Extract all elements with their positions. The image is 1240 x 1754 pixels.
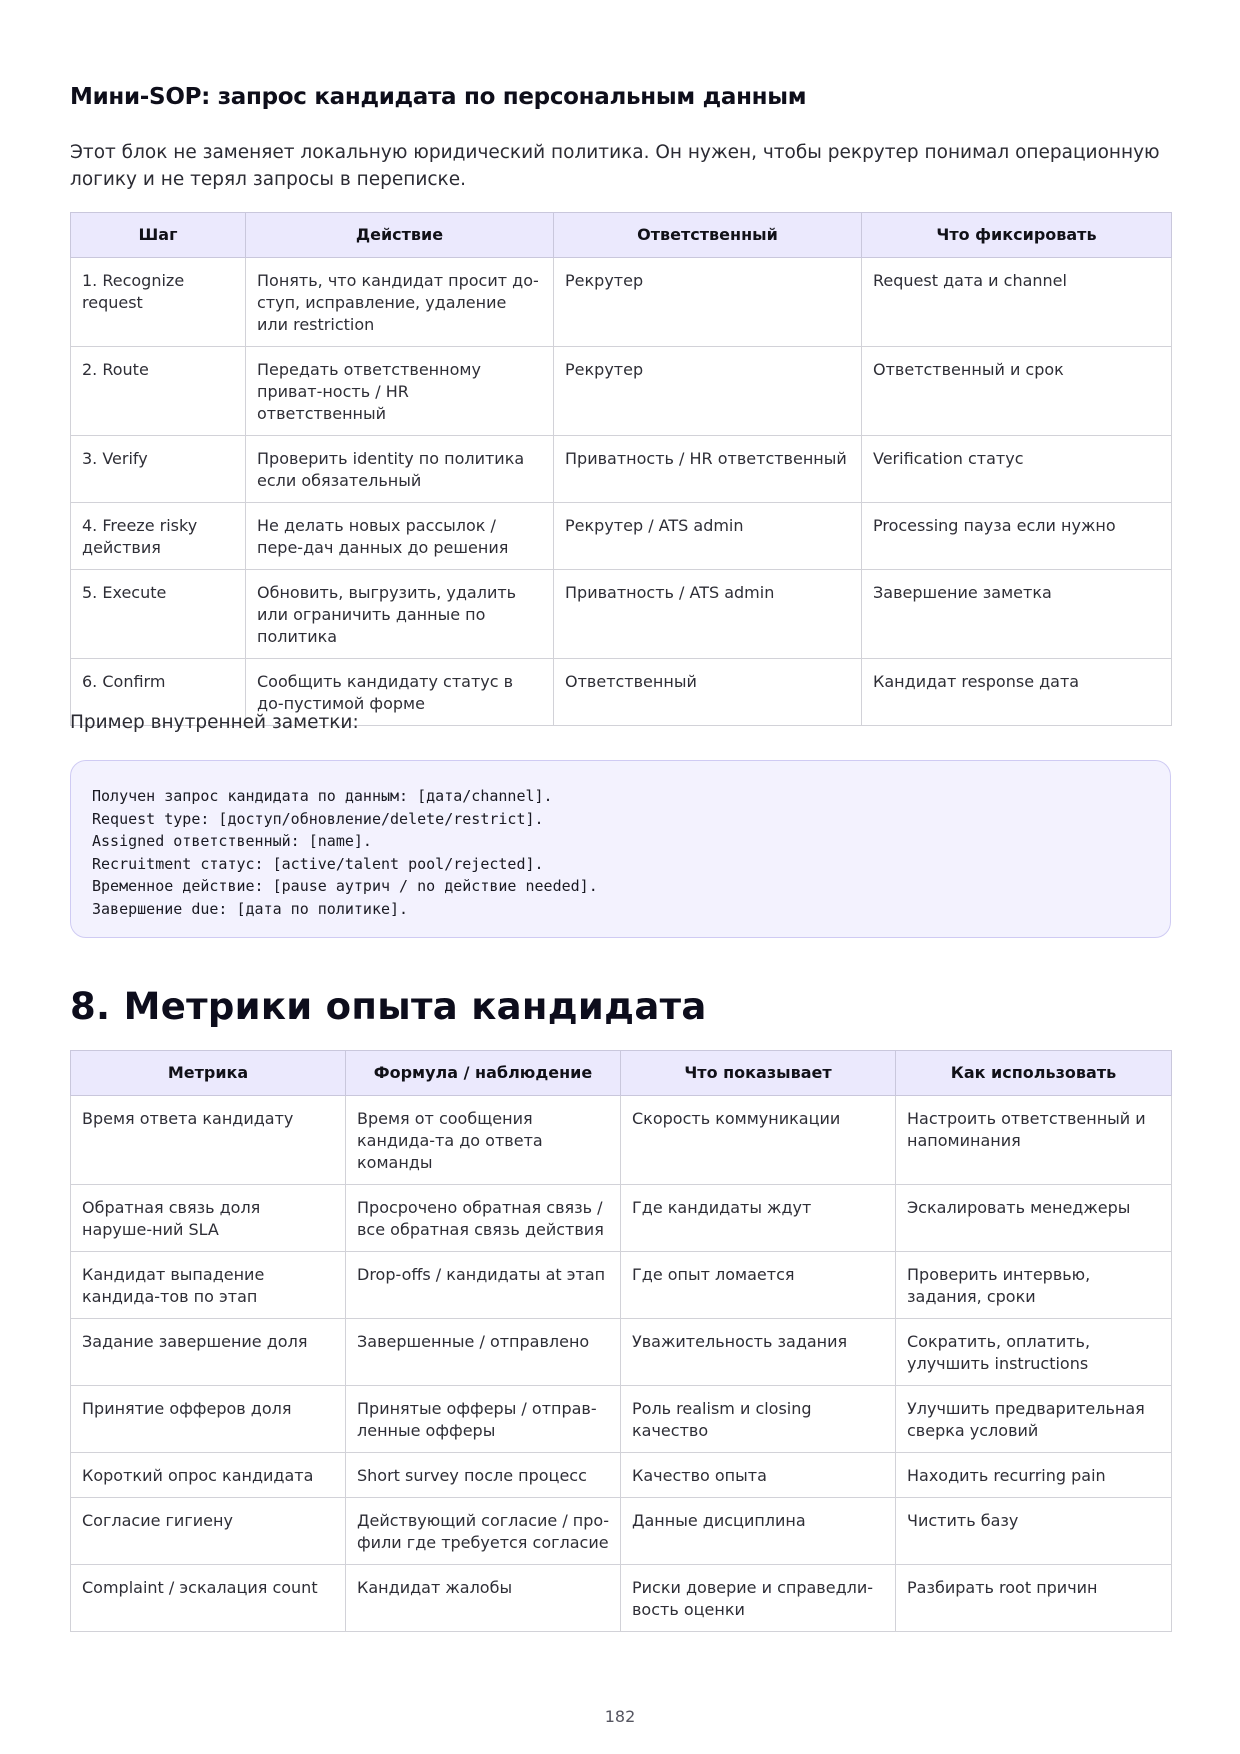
table-row (71, 1319, 1172, 1386)
table-row (71, 1252, 1172, 1319)
table-cell: Ответственный (554, 659, 862, 726)
table-cell: Кандидат response дата (862, 659, 1172, 726)
table-cell: Завершенные / отправлено (346, 1319, 621, 1386)
code-line: Request type: [доступ/обновление/delete/restrict]. (92, 809, 544, 828)
table-row (71, 436, 1172, 503)
table-header-row (71, 213, 1172, 258)
table-cell: Сообщить кандидату статус в до-пустимой форме (246, 659, 554, 726)
code-line: Временное действие: [pause аутрич / no действие needed]. (92, 877, 598, 895)
table-cell: Сократить, оплатить, улучшить instructions (896, 1319, 1172, 1386)
column-header: Как использовать (896, 1051, 1172, 1096)
table-cell: Настроить ответственный и напоминания (896, 1096, 1172, 1185)
table-cell: Request дата и channel (862, 258, 1172, 347)
table-cell: 6. Confirm (71, 659, 246, 726)
table-cell: Находить recurring pain (896, 1453, 1172, 1498)
table-cell: 1. Recognize request (71, 258, 246, 347)
column-header: Шаг (71, 213, 246, 258)
table-cell: 5. Execute (71, 570, 246, 659)
table-cell: Рекрутер / ATS admin (554, 503, 862, 570)
code-line: Получен запрос кандидата по данным: [дата/channel]. (92, 787, 553, 805)
table-cell: Рекрутер (554, 347, 862, 436)
table-cell: Где опыт ломается (621, 1252, 896, 1319)
table-header-row (71, 1051, 1172, 1096)
table-cell: Кандидат жалобы (346, 1565, 621, 1632)
column-header: Ответственный (554, 213, 862, 258)
table-row (71, 503, 1172, 570)
code-line: Recruitment статус: [active/talent pool/rejected]. (92, 854, 544, 873)
table-cell: Роль realism и closing качество (621, 1386, 896, 1453)
table-cell: Данные дисциплина (621, 1498, 896, 1565)
table-cell: Риски доверие и справедли-вость оценки (621, 1565, 896, 1632)
table-cell: Complaint / эскалация count (71, 1565, 346, 1632)
example-label: Пример внутренней заметки: (70, 712, 359, 733)
table-cell: Завершение заметка (862, 570, 1172, 659)
table-cell: Согласие гигиену (71, 1498, 346, 1565)
table-cell: Drop-offs / кандидаты at этап (346, 1252, 621, 1319)
table-cell: Улучшить предварительная сверка условий (896, 1386, 1172, 1453)
table-cell: Скорость коммуникации (621, 1096, 896, 1185)
table-row (71, 1498, 1172, 1565)
table-row (71, 347, 1172, 436)
table-cell: Время ответа кандидату (71, 1096, 346, 1185)
table-cell: Обратная связь доля наруше-ний SLA (71, 1185, 346, 1252)
table-cell: Действующий согласие / про-фили где требуется согласие (346, 1498, 621, 1565)
chapter-heading: 8. Метрики опыта кандидата (70, 985, 707, 1028)
table-cell: Verification статус (862, 436, 1172, 503)
column-header: Что фиксировать (862, 213, 1172, 258)
metrics-table (70, 1050, 1172, 1632)
table-cell: Проверить интервью, задания, сроки (896, 1252, 1172, 1319)
code-block (70, 760, 1171, 938)
table-cell: Принятие офферов доля (71, 1386, 346, 1453)
table-cell: Уважительность задания (621, 1319, 896, 1386)
table-cell: Где кандидаты ждут (621, 1185, 896, 1252)
table-cell: Разбирать root причин (896, 1565, 1172, 1632)
column-header: Формула / наблюдение (346, 1051, 621, 1096)
table-cell: Processing пауза если нужно (862, 503, 1172, 570)
table-cell: Передать ответственному приват-ность / HR ответственный (246, 347, 554, 436)
column-header: Метрика (71, 1051, 346, 1096)
table-cell: Рекрутер (554, 258, 862, 347)
table-cell: Короткий опрос кандидата (71, 1453, 346, 1498)
table-cell: Понять, что кандидат просит до-ступ, исправление, удаление или restriction (246, 258, 554, 347)
table-cell: Качество опыта (621, 1453, 896, 1498)
table-row (71, 570, 1172, 659)
table-cell: Short survey после процесс (346, 1453, 621, 1498)
table-row (71, 258, 1172, 347)
table-cell: Не делать новых рассылок / пере-дач данных до решения (246, 503, 554, 570)
code-line: Завершение due: [дата по политике]. (92, 899, 409, 918)
table-cell: Эскалировать менеджеры (896, 1185, 1172, 1252)
table-cell: 4. Freeze risky действия (71, 503, 246, 570)
table-cell: Приватность / ATS admin (554, 570, 862, 659)
column-header: Действие (246, 213, 554, 258)
table-row (71, 1096, 1172, 1185)
table-row (71, 1453, 1172, 1498)
table-row (71, 1565, 1172, 1632)
table-cell: 3. Verify (71, 436, 246, 503)
intro-paragraph: Этот блок не заменяет локальную юридический политика. Он нужен, чтобы рекрутер понимал операционную логику и не терял запросы в переписке. (70, 142, 1160, 190)
section-heading: Мини-SOP: запрос кандидата по персональным данным (70, 84, 807, 110)
sop-table (70, 212, 1172, 726)
code-line: Assigned ответственный: [name]. (92, 832, 372, 850)
table-cell: Кандидат выпадение кандида-тов по этап (71, 1252, 346, 1319)
table-cell: Обновить, выгрузить, удалить или ограничить данные по политика (246, 570, 554, 659)
table-cell: Задание завершение доля (71, 1319, 346, 1386)
table-cell: 2. Route (71, 347, 246, 436)
table-cell: Чистить базу (896, 1498, 1172, 1565)
table-cell: Приватность / HR ответственный (554, 436, 862, 503)
table-cell: Время от сообщения кандида-та до ответа команды (346, 1096, 621, 1185)
table-cell: Ответственный и срок (862, 347, 1172, 436)
table-cell: Принятые офферы / отправ-ленные офферы (346, 1386, 621, 1453)
table-cell: Просрочено обратная связь / все обратная связь действия (346, 1185, 621, 1252)
table-row (71, 1185, 1172, 1252)
table-cell: Проверить identity по политика если обязательный (246, 436, 554, 503)
table-row (71, 1386, 1172, 1453)
page-number: 182 (604, 1707, 636, 1726)
column-header: Что показывает (621, 1051, 896, 1096)
